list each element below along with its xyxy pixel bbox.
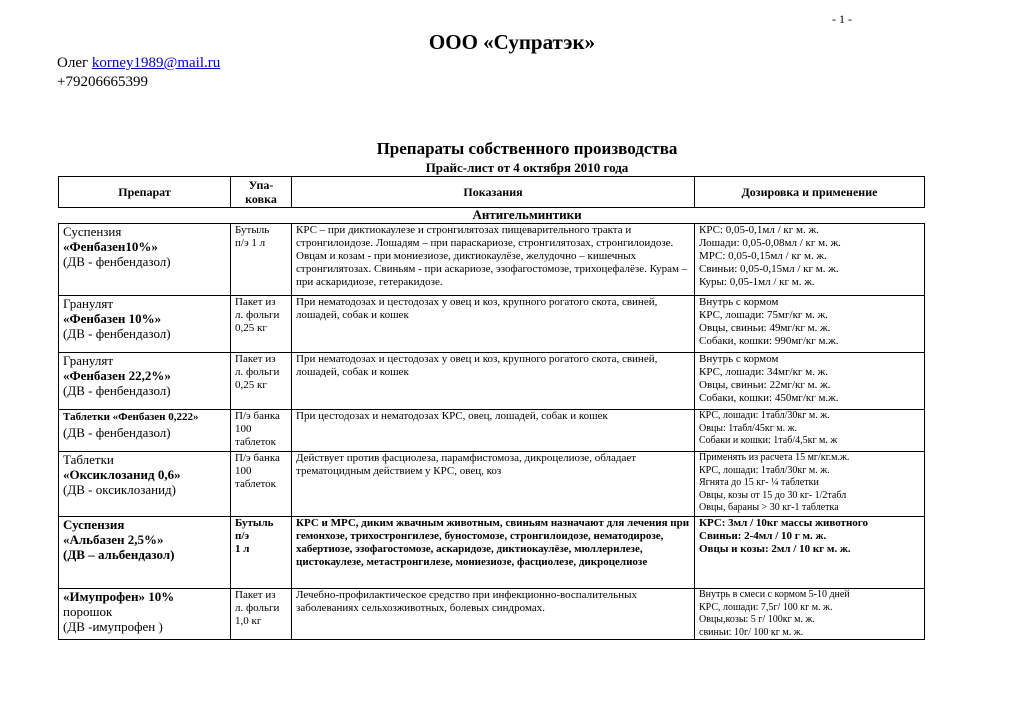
pack-cell: Пакет из л. фольги 0,25 кг: [231, 296, 292, 353]
drug-cell: Гранулят «Фенбазен 22,2%» (ДВ - фенбендазол): [59, 353, 231, 410]
price-list-date: Прайс-лист от 4 октября 2010 года: [425, 160, 629, 175]
company-name: ООО «Супратэк»: [428, 30, 596, 54]
table-row: [59, 517, 925, 589]
dosage-cell: КРС, лошади: 1табл/30кг м. ж. Овцы: 1табл/45кг м. ж. Собаки и кошки: 1таб/4,5кг м. ж: [695, 410, 925, 452]
indications-cell: При нематодозах и цестодозах у овец и коз, крупного рогатого скота, свиней, лошадей, собак и кошек: [292, 296, 695, 353]
table-row: [59, 452, 925, 517]
drug-cell: Таблетки «Фенбазен 0,222» (ДВ - фенбендазол): [59, 410, 231, 452]
dosage-cell: Внутрь в смеси с кормом 5-10 дней КРС, лошади: 7,5г/ 100 кг м. ж. Овцы,козы: 5 г/ 100кг м. ж. свиньи: 10г/ 100 кг м. ж.: [695, 589, 925, 640]
dosage-cell: Внутрь с кормом КРС, лошади: 34мг/кг м. ж. Овцы, свиньи: 22мг/кг м. ж. Собаки, кошки: 450мг/кг м.ж.: [695, 353, 925, 410]
table-header: [58, 176, 925, 208]
indications-cell: Действует против фасциолеза, парамфистомоза, дикроцелиозе, обладает трематоцидным действием у КРС, овец, коз: [292, 452, 695, 517]
header-indications: Показания: [292, 177, 695, 208]
header-pack: Упа-ковка: [231, 177, 292, 208]
page-number: - 1 -: [832, 12, 852, 26]
header-dosage: Дозировка и применение: [695, 177, 925, 208]
contact-block: [57, 54, 220, 92]
dosage-cell: Применять из расчета 15 мг/кг.м.ж. КРС, лошади: 1табл/30кг м. ж. Ягнята до 15 кг- ¼ таблетки Овцы, козы от 15 до 30 кг- 1/2табл Овцы, бараны > 30 кг-1 таблетка: [695, 452, 925, 517]
pack-cell: Пакет из л. фольги 0,25 кг: [231, 353, 292, 410]
table-row: [59, 224, 925, 296]
price-table: [58, 223, 925, 640]
dosage-cell: КРС: 3мл / 10кг массы животного Свиньи: 2-4мл / 10 г м. ж. Овцы и козы: 2мл / 10 кг м. ж.: [695, 517, 925, 589]
drug-cell: Суспензия «Фенбазен10%» (ДВ - фенбендазол): [59, 224, 231, 296]
drug-cell: Таблетки «Оксиклозанид 0,6» (ДВ - оксиклозанид): [59, 452, 231, 517]
table-row: [59, 353, 925, 410]
pack-cell: Бутыль п/э 1 л: [231, 224, 292, 296]
contact-name: Олег: [57, 55, 92, 71]
pack-cell: Бутыль п/э 1 л: [231, 517, 292, 589]
pack-cell: Пакет из л. фольги 1,0 кг: [231, 589, 292, 640]
dosage-cell: КРС: 0,05-0,1мл / кг м. ж. Лошади: 0,05-0,08мл / кг м. ж. МРС: 0,05-0,15мл / кг м. ж. Свиньи: 0,05-0,15мл / кг м. ж. Куры: 0,05-1мл / кг м. ж.: [695, 224, 925, 296]
table-row: [59, 589, 925, 640]
page-title: Препараты собственного производства: [376, 139, 678, 158]
indications-cell: КРС – при диктиокаулезе и стронгилятозах пищеварительного тракта и стронгилоидозе. Лошадям – при параскариозе, стронгилятозах, стронгилоидозе. Овцам и козам - при мониезиозе, диктиокаулёзе, желудочно – кишечных стронгилятозах. Свиньям - при аскариозе, эзофагостомозе, трихоцефалёзе. Курам – при аскаридиозе, гетеракидозе.: [292, 224, 695, 296]
indications-cell: При цестодозах и нематодозах КРС, овец, лошадей, собак и кошек: [292, 410, 695, 452]
drug-cell: Гранулят «Фенбазен 10%» (ДВ - фенбендазол): [59, 296, 231, 353]
pack-cell: П/э банка 100 таблеток: [231, 410, 292, 452]
header-drug: Препарат: [59, 177, 231, 208]
email-link[interactable]: korney1989@mail.ru: [91, 55, 221, 71]
table-row: [59, 410, 925, 452]
drug-cell: «Имупрофен» 10% порошок (ДВ -имупрофен ): [59, 589, 231, 640]
dosage-cell: Внутрь с кормом КРС, лошади: 75мг/кг м. ж. Овцы, свиньи: 49мг/кг м. ж. Собаки, кошки: 990мг/кг м.ж.: [695, 296, 925, 353]
drug-cell: Суспензия «Альбазен 2,5%» (ДВ – альбендазол): [59, 517, 231, 589]
indications-cell: КРС и МРС, диким жвачным животным, свиньям назначают для лечения при гемонхозе, трихостронгилезе, буностомозе, стронгилоидозе, нематодирозе, хабертиозе, эзофагостомозе, аскаридозе, диктиокаулёзе, мюллерилезе, цистокаулезе, метастронгилезе, мониезиозе, фасциолезе, дикроцелиозе: [292, 517, 695, 589]
table-row: [59, 296, 925, 353]
indications-cell: Лечебно-профилактическое средство при инфекционно-воспалительных заболеваниях сельхозживотных, болевых синдромах.: [292, 589, 695, 640]
section-title: Антигельминтики: [472, 207, 582, 222]
pack-cell: П/э банка 100 таблеток: [231, 452, 292, 517]
indications-cell: При нематодозах и цестодозах у овец и коз, крупного рогатого скота, свиней, лошадей, собак и кошек: [292, 353, 695, 410]
contact-phone: +79206665399: [57, 74, 148, 90]
